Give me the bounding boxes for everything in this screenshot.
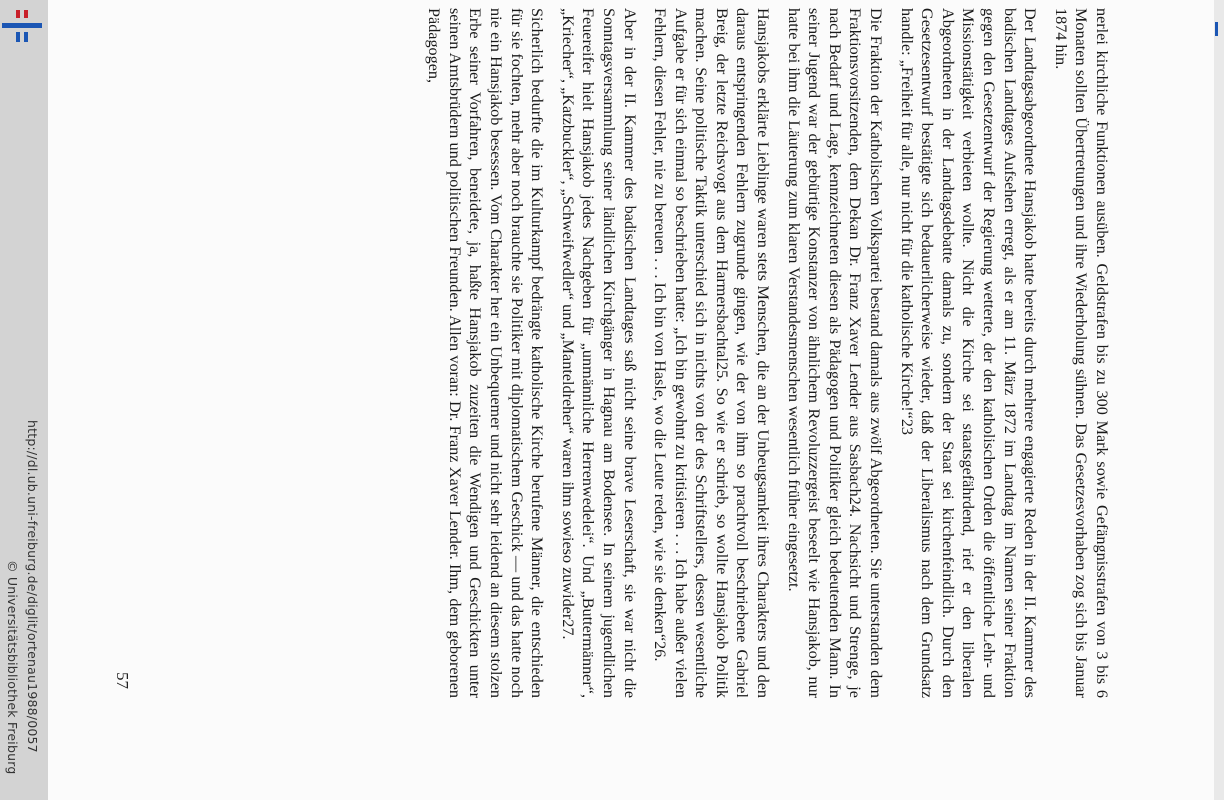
page-edge [1214,0,1224,800]
paragraph-5: Aber in der II. Kammer des badischen Landtages saß nicht seine brave Leserschaft, sie war nicht die Sonntagsversammlung seiner ländlichen Kirchgänger in Hagnau am Bodensee. In seinem jugendlichen Feuereifer hielt Hansjakob jedes Nachgeben für „unmännliche Herrenwedelei“. Und „Buttermänner“, „Kriecher“, „Katzbuckler“, „Schweifwedler“ und „Manteldreher“ waren ihm sowieso zuwider27. [558,8,639,698]
copyright-notice: © Universitätsbibliothek Freiburg [5,560,20,775]
library-logo-icon [2,6,42,46]
paragraph-6: Sicherlich bedurfte die im Kulturkampf bedrängte katholische Kirche berufene Männer, die entschieden für sie fochten, mehr aber noch brauchte sie Politiker mit diplomatischem Geschick — und das hatte noch nie ein Hansjakob besessen. Vom Charakter her ein Unbequemer und nicht sehr leidend an diesem stolzen Erbe seiner Vorfahren, beneidete, ja, haßte Hansjakob zuzeiten die Wendigen und Geschickten unter seinen Amtsbrüdern und politischen Freunden. Allen voran: Dr. Franz Xaver Lender. Ihm, dem geborenen Pädagogen, [425,8,547,698]
viewer-sidebar [0,0,48,800]
page-number: 57 [113,672,132,689]
page-text [414,8,1112,698]
paragraph-2: Der Landtagsabgeordnete Hansjakob hatte bereits durch mehrere engagierte Reden in der II. Kammer des badischen Landtages Aufsehen erregt, als er am 11. März 1872 im Landtag im Namen seiner Fraktion gegen den Gesetzentwurf der Regierung wetterte, der den katholischen Orden die öffentliche Lehr- und Missionstätigkeit verbieten wollte. Nicht die Kirche sei staatsgefährdend, rief er den liberalen Abgeordneten in der Landtagsdebatte damals zu, sondern der Staat sei kirchenfeindlich. Durch den Gesetzesentwurf bestätigte sich bedauerlicherweise wieder, daß der Liberalismus nach dem Grundsatz handle: „Freiheit für alle, nur nicht für die katholische Kirche!“23 [897,8,1040,698]
edge-marker [1215,22,1218,36]
source-url[interactable]: http://dl.ub.uni-freiburg.de/diglit/ortenau1988/0057 [25,420,40,753]
paragraph-1: nerlei kirchliche Funktionen ausüben. Geldstrafen bis zu 300 Mark sowie Gefängnisstrafen von 3 bis 6 Monaten sollten Übertretungen und ihre Wiederholung sühnen. Das Gesetzesvorhaben zog sich bis Januar 1874 hin. [1051,8,1111,698]
paragraph-3: Die Fraktion der Katholischen Volkspartei bestand damals aus zwölf Abgeordneten. Sie unterstanden dem Fraktionsvorsitzenden, dem Dekan Dr. Franz Xaver Lender aus Sasbach24. Nachsicht und Strenge, je nach Bedarf und Lage, kennzeichneten diesen als Pädagogen und Politiker gleich bedeutenden Mann. In seiner Jugend war der gebürtige Konstanzer von ähnlichem Revoluzzergeist beseelt wie Hansjakob, nur hatte bei ihm die Läuterung zum klaren Verstandesmenschen wesentlich früher eingesetzt. [784,8,886,698]
paragraph-4: Hansjakobs erklärte Lieblinge waren stets Menschen, die an der Unbeugsamkeit ihres Charakters und den daraus entspringenden Fehlern zugrunde gingen, wie der von ihm so prachtvoll beschriebene Gabriel Breig, der letzte Reichsvogt aus dem Harmersbachtal25. So wie er schrieb, so wollte Hansjakob Politik machen. Seine politische Taktik unterschied sich in nichts von der des Schriftstellers, dessen wesentliche Aufgabe er für sich einmal so beschrieben hatte: „Ich bin gewohnt zu kritisieren . . . Ich habe außer vielen Fehlern, diesen Fehler, nie zu bereuen . . . Ich bin von Hasle, wo die Leute reden, wie sie denken“26. [651,8,773,698]
